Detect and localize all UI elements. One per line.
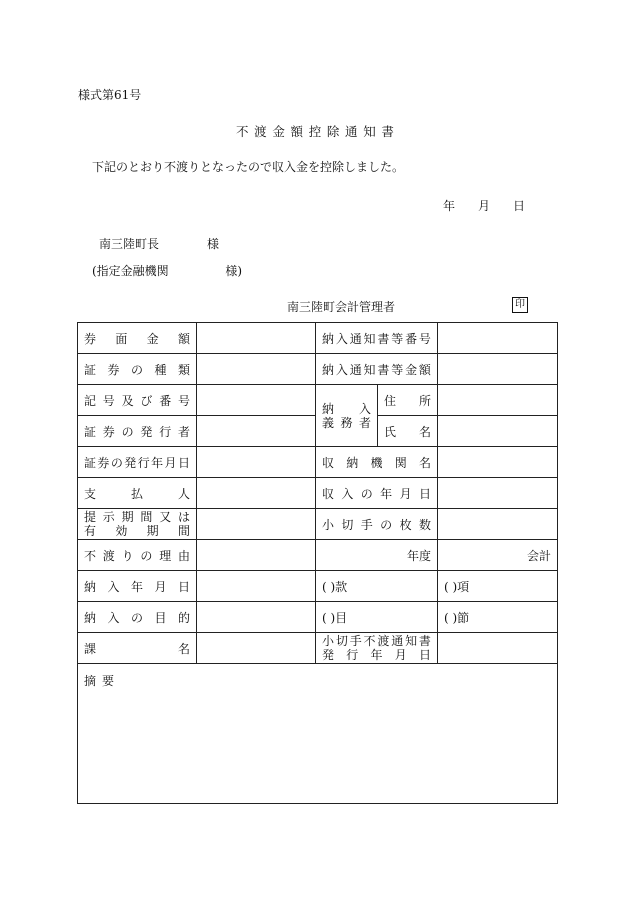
notice-number-label: 納 入 通 知 書 等 番 号 <box>316 323 438 354</box>
account-label: 会計 <box>526 548 551 563</box>
period-line-1: 提 示 期 間 又 は <box>84 510 190 524</box>
section-label: 課 名 <box>78 633 197 664</box>
remarks-label: 摘 要 <box>84 674 114 688</box>
receiving-agency-label: 収 納 機 関 名 <box>316 447 438 478</box>
check-count-field[interactable] <box>438 509 558 540</box>
setsu-label: ( )節 <box>444 610 470 625</box>
check-notice-label <box>316 633 438 664</box>
purpose-label: 納 入 の 目 的 <box>78 602 197 633</box>
table-row <box>78 509 558 540</box>
period-line-2: 有 効 期 間 <box>84 524 190 538</box>
intro-text: 下記のとおり不渡りとなったので収入金を控除しました。 <box>92 160 405 174</box>
payment-date-field[interactable] <box>197 571 316 602</box>
payment-date-label: 納 入 年 月 日 <box>78 571 197 602</box>
addressee-honorific: 様 <box>206 237 219 251</box>
issuer-field[interactable] <box>197 416 316 447</box>
table-row <box>78 447 558 478</box>
addressee-name: 南三陸町長 <box>99 237 160 251</box>
obligor-line-1: 納 入 <box>322 401 371 416</box>
receipt-date-field[interactable] <box>438 478 558 509</box>
form-table <box>77 322 558 804</box>
address-field[interactable] <box>438 385 558 416</box>
day-label: 日 <box>512 199 525 213</box>
ko-label: ( )項 <box>444 579 470 594</box>
form-title: 不 渡 金 額 控 除 通 知 書 <box>236 124 394 139</box>
name-label: 氏 名 <box>378 416 438 447</box>
obligor-line-2: 義 務 者 <box>322 415 371 430</box>
addressee <box>99 235 219 252</box>
table-row <box>78 323 558 354</box>
form-number: 様式第61号 <box>78 88 142 102</box>
manager-title: 南三陸町会計管理者 <box>287 300 396 314</box>
table-row <box>78 664 558 804</box>
face-amount-label: 券 面 金 額 <box>78 323 197 354</box>
check-count-label: 小 切 手 の 枚 数 <box>316 509 438 540</box>
symbol-number-field[interactable] <box>197 385 316 416</box>
bank-close: 様) <box>225 264 242 278</box>
section-field[interactable] <box>197 633 316 664</box>
addressee-bank <box>92 262 242 279</box>
date-line <box>443 197 525 214</box>
table-row <box>78 602 558 633</box>
payer-field[interactable] <box>197 478 316 509</box>
address-label: 住 所 <box>378 385 438 416</box>
table-row <box>78 385 558 416</box>
security-type-label: 証 券 の 種 類 <box>78 354 197 385</box>
notice-amount-label: 納 入 通 知 書 等 金 額 <box>316 354 438 385</box>
issue-date-label: 証 券 の 発 行 年 月 日 <box>78 447 197 478</box>
face-amount-field[interactable] <box>197 323 316 354</box>
dishonor-reason-label: 不 渡 り の 理 由 <box>78 540 197 571</box>
payer-label: 支 払 人 <box>78 478 197 509</box>
kan-field[interactable] <box>316 571 438 602</box>
month-label: 月 <box>477 199 490 213</box>
moku-field[interactable] <box>316 602 438 633</box>
bank-open: (指定金融機関 <box>92 264 169 278</box>
check-notice-line-1: 小 切 手 不 渡 通 知 書 <box>322 634 431 648</box>
seal-stamp: 印 <box>512 297 528 313</box>
table-row <box>78 478 558 509</box>
notice-number-field[interactable] <box>438 323 558 354</box>
fiscal-year-label: 年度 <box>406 548 431 563</box>
symbol-number-label: 記 号 及 び 番 号 <box>78 385 197 416</box>
check-notice-field[interactable] <box>438 633 558 664</box>
period-field[interactable] <box>197 509 316 540</box>
issuer-label: 証 券 の 発 行 者 <box>78 416 197 447</box>
issue-date-field[interactable] <box>197 447 316 478</box>
year-label: 年 <box>443 199 456 213</box>
table-row <box>78 354 558 385</box>
remarks-field[interactable] <box>78 664 558 804</box>
receipt-date-label: 収 入 の 年 月 日 <box>316 478 438 509</box>
purpose-field[interactable] <box>197 602 316 633</box>
setsu-field[interactable] <box>438 602 558 633</box>
table-row <box>78 571 558 602</box>
check-notice-line-2: 発 行 年 月 日 <box>322 648 431 662</box>
fiscal-year-field[interactable] <box>316 540 438 571</box>
table-row <box>78 633 558 664</box>
notice-amount-field[interactable] <box>438 354 558 385</box>
moku-label: ( )目 <box>322 610 348 625</box>
kan-label: ( )款 <box>322 579 348 594</box>
account-field[interactable] <box>438 540 558 571</box>
receiving-agency-field[interactable] <box>438 447 558 478</box>
dishonor-reason-field[interactable] <box>197 540 316 571</box>
ko-field[interactable] <box>438 571 558 602</box>
security-type-field[interactable] <box>197 354 316 385</box>
table-row <box>78 540 558 571</box>
obligor-label <box>316 385 378 447</box>
name-field[interactable] <box>438 416 558 447</box>
period-label <box>78 509 197 540</box>
